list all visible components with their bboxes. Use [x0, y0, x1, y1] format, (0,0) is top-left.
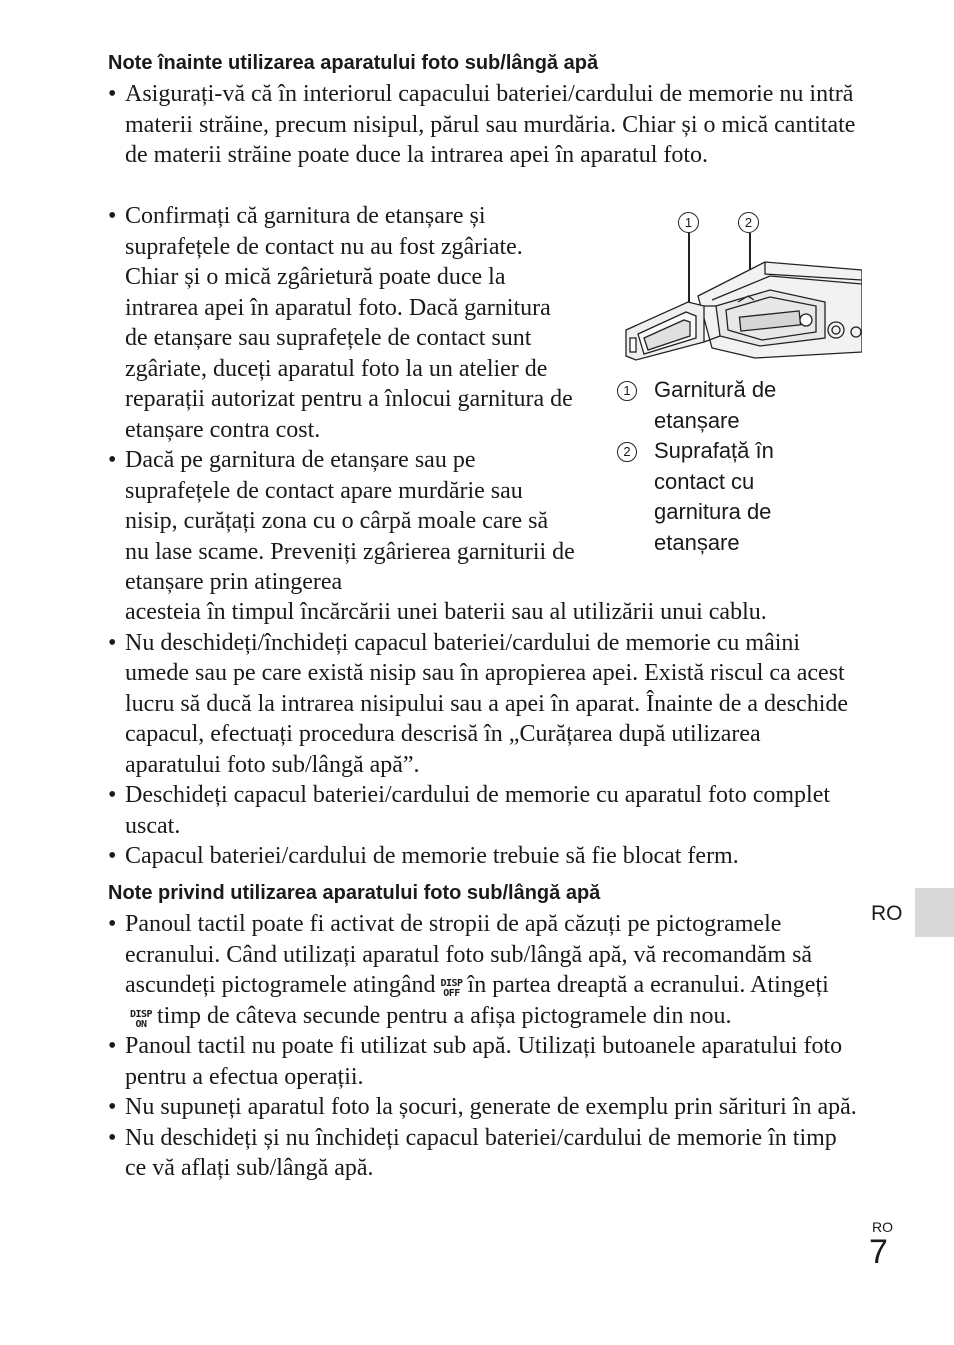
- figure-caption: [617, 436, 862, 558]
- list-item-text: Panoul tactil nu poate fi utilizat sub apă. Utilizați butoanele aparatului foto pentru a efectua operații.: [125, 1033, 843, 1090]
- page-number: 7: [869, 1233, 888, 1271]
- list-item: [108, 780, 860, 841]
- bullet: •: [108, 1124, 117, 1151]
- list-item: [108, 628, 860, 781]
- camera-battery-compartment-illustration: [620, 230, 862, 370]
- list-item: [108, 909, 860, 1031]
- section-before-use-list-continued: [108, 597, 860, 872]
- bullet: •: [108, 782, 117, 808]
- caption-text: Garnitură de etanșare: [654, 377, 777, 433]
- section-heading-usage-near-water: Note privind utilizarea aparatului foto sub/lângă apă: [108, 882, 601, 904]
- bullet: •: [108, 629, 117, 656]
- section-usage-near-water-list: [108, 909, 860, 1184]
- list-item: [108, 79, 860, 171]
- list-item-text: Nu deschideți/închideți capacul bateriei/cardului de memorie cu mâini umede sau pe care există nisip sau în apropierea apei. Există riscul ca acest lucru să ducă la intrarea nisipului sau a apei în aparat. Înainte de a deschide capacul, efectuați procedura descrisă în „Curățarea după utilizarea aparatului foto sub/lângă apă”.: [125, 629, 849, 778]
- language-tab-label: RO: [871, 902, 903, 925]
- list-item: [108, 841, 860, 872]
- figure-caption: [617, 375, 862, 436]
- caption-number: 1: [617, 381, 637, 401]
- bullet: •: [108, 1094, 117, 1120]
- list-item-text: Confirmați că garnitura de etanșare și suprafețele de contact nu au fost zgâriate. Chiar și o mică zgârietură poate duce la intrarea apei în aparatul foto. Dacă garnitura de etanșare sau suprafețele de contact sunt zgâriate, duceți aparatul foto la un atelier de reparații autorizat pentru a înlocui garnitura de etanșare contra cost.: [125, 203, 573, 443]
- callout-2: 2: [738, 212, 759, 233]
- caption-number: 2: [617, 442, 637, 462]
- figure-captions: [617, 375, 862, 558]
- list-item-text: Deschideți capacul bateriei/cardului de memorie cu aparatul foto complet uscat.: [125, 782, 831, 839]
- bullet: •: [108, 81, 117, 107]
- language-tab: [915, 888, 954, 937]
- list-item: [108, 1092, 860, 1123]
- list-item: [108, 1123, 860, 1184]
- caption-text: Suprafață în contact cu garnitura de etanșare: [654, 438, 774, 555]
- page-language: RO: [872, 1219, 893, 1235]
- bullet: •: [108, 843, 117, 869]
- list-item-text: Nu deschideți și nu închideți capacul bateriei/cardului de memorie în timp ce vă aflați sub/lângă apă.: [125, 1124, 837, 1181]
- bullet: •: [108, 203, 117, 229]
- list-item: [108, 201, 578, 445]
- list-item-text: Capacul bateriei/cardului de memorie trebuie să fie blocat ferm.: [125, 843, 739, 869]
- section-before-use-list-with-figure: [108, 201, 578, 598]
- list-item: [108, 1031, 860, 1092]
- list-item: [108, 445, 578, 598]
- list-item-text: Panoul tactil poate fi activat de stropii de apă căzuți pe pictogramele ecranului. Când utilizați aparatul foto sub/lângă apă, vă recomandăm să ascundeți pictogramele atingând: [125, 911, 813, 998]
- list-item-text: în partea dreaptă a ecranului.: [467, 972, 746, 998]
- bullet: •: [108, 1033, 117, 1059]
- section-heading-before-use: Note înainte utilizarea aparatului foto sub/lângă apă: [108, 52, 599, 74]
- list-item-text: Asigurați-vă că în interiorul capacului bateriei/cardului de memorie nu intră materii străine, precum nisipul, părul sau murdăria. Chiar și o mică cantitate de materii străine poate duce la intrarea apei în aparatul foto.: [125, 81, 856, 168]
- list-item-text: acesteia în timpul încărcării unei baterii sau al utilizării unui cablu.: [125, 599, 767, 625]
- list-item-text: Atingeți: [750, 972, 829, 998]
- bullet: •: [108, 911, 117, 937]
- section-before-use-list: [108, 79, 860, 171]
- list-item-text: Nu supuneți aparatul foto la șocuri, generate de exemplu prin sărituri în apă.: [125, 1094, 857, 1120]
- list-item-continuation: [108, 597, 860, 628]
- disp-off-icon: DISP OFF: [440, 978, 463, 999]
- disp-on-icon: DISP ON: [129, 1008, 153, 1030]
- callout-1: 1: [678, 212, 699, 233]
- list-item-text: timp de câteva secunde pentru a afișa pictogramele din nou.: [157, 1002, 732, 1029]
- list-item-text: Dacă pe garnitura de etanșare sau pe suprafețele de contact apare murdărie sau nisip, curățați zona cu o cârpă moale care să nu lase scame. Preveniți zgârierea garniturii de etanșare prin atingerea: [125, 447, 575, 595]
- bullet: •: [108, 447, 117, 473]
